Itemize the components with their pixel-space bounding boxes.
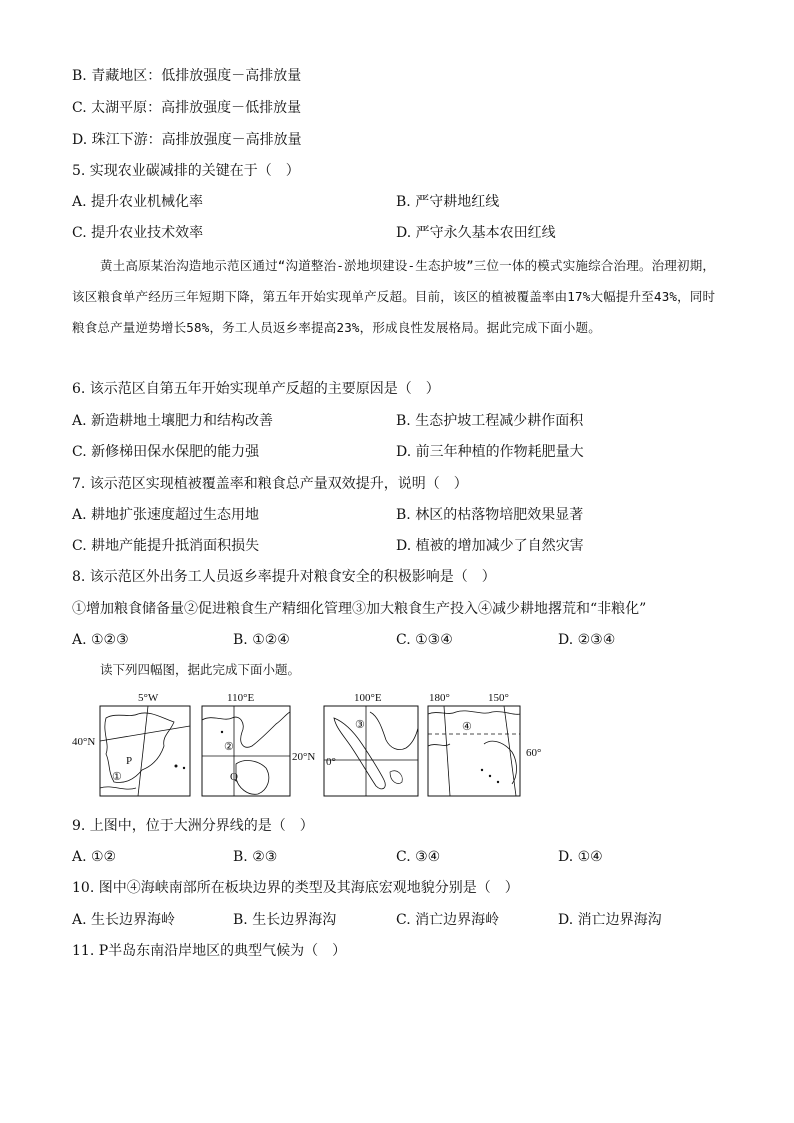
q9-option-a: A. ①② (72, 849, 117, 865)
map-3 (324, 692, 418, 796)
q11-stem: 11. P半岛东南沿岸地区的典型气候为（ ） (72, 943, 347, 959)
q5-option-b: B. 严守耕地红线 (396, 194, 500, 210)
q8-option-b: B. ①②④ (233, 632, 290, 648)
q4-option-c: C. 太湖平原：高排放强度－低排放量 (72, 100, 302, 116)
q6-option-b: B. 生态护坡工程减少耕作面积 (396, 413, 584, 429)
q7-option-b: B. 林区的枯落物培肥效果显著 (396, 507, 584, 523)
q8-option-d: D. ②③④ (558, 632, 616, 648)
q9-option-d: D. ①④ (558, 849, 603, 865)
q9-option-b: B. ②③ (233, 849, 278, 865)
map3-left-label: 0° (326, 756, 336, 768)
map-4 (428, 692, 541, 796)
map-1 (72, 692, 190, 796)
q10-option-a: A. 生长边界海岭 (72, 912, 176, 928)
map1-top-label: 5°W (138, 692, 159, 704)
q6-stem: 6. 该示范区自第五年开始实现单产反超的主要原因是（ ） (72, 381, 440, 397)
q7-option-d: D. 植被的增加减少了自然灾害 (396, 538, 584, 554)
q4-option-b: B. 青藏地区：低排放强度－高排放量 (72, 68, 302, 84)
q5-option-a: A. 提升农业机械化率 (72, 194, 204, 210)
map4-top-b-label: 150° (488, 692, 509, 704)
q6-option-a: A. 新造耕地土壤肥力和结构改善 (72, 413, 274, 429)
q10-option-b: B. 生长边界海沟 (233, 912, 337, 928)
map4-right-label: 60° (526, 747, 542, 759)
map4-top-a-label: 180° (429, 692, 450, 704)
q8-items: ①增加粮食储备量②促进粮食生产精细化管理③加大粮食生产投入④减少耕地撂荒和“非粮化” (72, 601, 647, 617)
map2-top-label: 110°E (227, 692, 255, 704)
map1-left-label: 40°N (72, 736, 96, 748)
four-maps-figure (72, 688, 562, 800)
q10-option-c: C. 消亡边界海岭 (396, 912, 500, 928)
q7-stem: 7. 该示范区实现植被覆盖率和粮食总产量双效提升，说明（ ） (72, 476, 468, 492)
q8-option-c: C. ①③④ (396, 632, 453, 648)
q5-option-d: D. 严守永久基本农田红线 (396, 225, 556, 241)
q4-option-d: D. 珠江下游：高排放强度－高排放量 (72, 132, 302, 148)
q7-option-c: C. 耕地产能提升抵消面积损失 (72, 538, 260, 554)
q6-option-c: C. 新修梯田保水保肥的能力强 (72, 444, 260, 460)
map-2 (202, 692, 315, 796)
map3-top-label: 100°E (354, 692, 382, 704)
q5-option-c: C. 提升农业技术效率 (72, 225, 204, 241)
q9-option-c: C. ③④ (396, 849, 441, 865)
q9-stem: 9. 上图中，位于大洲分界线的是（ ） (72, 818, 314, 834)
map1-circle-label: ① (112, 771, 122, 783)
q10-stem: 10. 图中④海峡南部所在板块边界的类型及其海底宏观地貌分别是（ ） (72, 880, 519, 896)
q7-option-a: A. 耕地扩张速度超过生态用地 (72, 507, 260, 523)
q5-stem: 5. 实现农业碳减排的关键在于（ ） (72, 163, 300, 179)
passage-1 (72, 250, 724, 343)
map2-right-label: 20°N (292, 751, 316, 763)
q5-row2 (72, 224, 203, 242)
q8-stem: 8. 该示范区外出务工人员返乡率提升对粮食安全的积极影响是（ ） (72, 569, 496, 585)
q6-option-d: D. 前三年种植的作物耗肥量大 (396, 444, 584, 460)
map1-p-label: P (126, 755, 133, 767)
q10-option-d: D. 消亡边界海沟 (558, 912, 662, 928)
map4-circle-label: ④ (462, 721, 472, 733)
q5-row1 (72, 193, 203, 211)
map3-circle-label: ③ (355, 719, 365, 731)
map2-q-label: Q (230, 771, 238, 783)
q8-option-a: A. ①②③ (72, 632, 129, 648)
passage-1-text: 黄土高原某治沟造地示范区通过“沟道整治-淤地坝建设-生态护坡”三位一体的模式实施综合治理。治理初期，该区粮食单产经历三年短期下降，第五年开始实现单产反超。目前，该区的植被覆盖率由17%大幅提升至43%，同时粮食总产量逆势增长58%，务工人员返乡率提高23%，形成良性发展格局。据此完成下面小题。 (72, 258, 716, 335)
map2-circle-label: ② (224, 741, 234, 753)
passage-2: 读下列四幅图，据此完成下面小题。 (100, 662, 301, 677)
